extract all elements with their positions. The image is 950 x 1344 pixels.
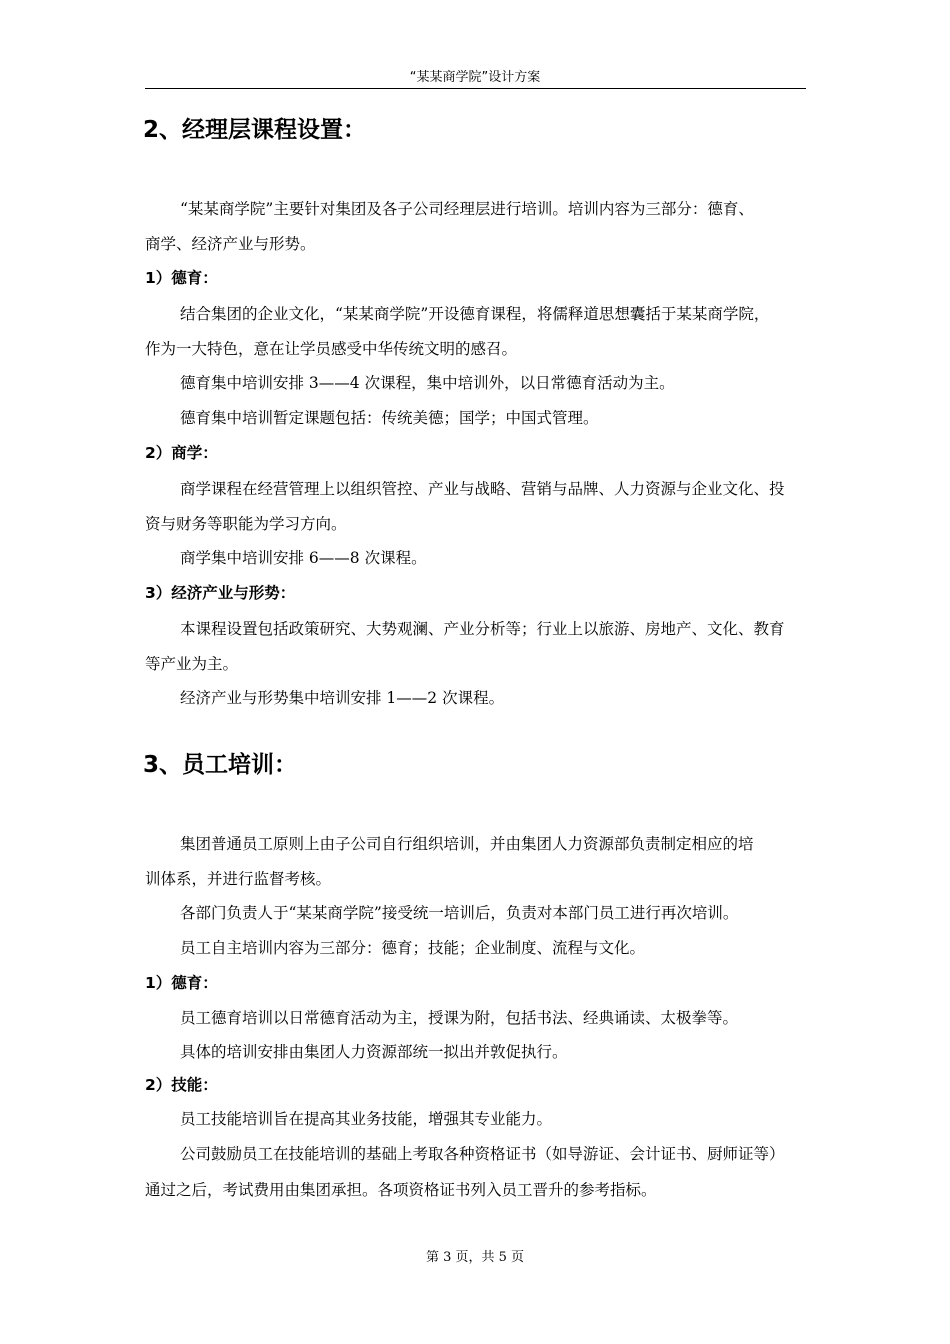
paragraph-line: 商学集中培训安排 6——8 次课程。 (180, 549, 427, 567)
paragraph-line: 员工技能培训旨在提高其业务技能，增强其专业能力。 (180, 1110, 553, 1128)
section-heading-managers-courses: 2、经理层课程设置： (143, 117, 367, 143)
page-number: 第 3 页，共 5 页 (425, 1250, 525, 1265)
paragraph-line: 德育集中培训暂定课题包括：传统美德；国学；中国式管理。 (180, 409, 599, 427)
paragraph-line: 资与财务等职能为学习方向。 (145, 515, 347, 533)
section-heading-staff-training: 3、员工培训： (143, 752, 298, 778)
paragraph-line: 员工德育培训以日常德育活动为主，授课为附，包括书法、经典诵读、太极拳等。 (180, 1009, 739, 1027)
paragraph-line: “某某商学院”主要针对集团及各子公司经理层进行培训。培训内容为三部分：德育、 (180, 200, 754, 218)
subheading-skills: 2）技能： (145, 1076, 218, 1094)
paragraph-line: 公司鼓励员工在技能培训的基础上考取各种资格证书（如导游证、会计证书、厨师证等） (180, 1145, 785, 1163)
paragraph-line: 通过之后，考试费用由集团承担。各项资格证书列入员工晋升的参考指标。 (145, 1181, 657, 1199)
paragraph-line: 本课程设置包括政策研究、大势观澜、产业分析等；行业上以旅游、房地产、文化、教育 (180, 620, 785, 638)
subheading-business: 2）商学： (145, 444, 218, 462)
paragraph-line: 商学课程在经营管理上以组织管控、产业与战略、营销与品牌、人力资源与企业文化、投 (180, 480, 785, 498)
page-header: “某某商学院”设计方案 (409, 70, 541, 85)
paragraph-line: 结合集团的企业文化，“某某商学院”开设德育课程，将儒释道思想囊括于某某商学院， (180, 305, 770, 323)
paragraph-line: 商学、经济产业与形势。 (145, 235, 316, 253)
paragraph-line: 集团普通员工原则上由子公司自行组织培训，并由集团人力资源部负责制定相应的培 (180, 835, 754, 853)
subheading-moral-education: 1）德育： (145, 269, 218, 287)
paragraph-line: 经济产业与形势集中培训安排 1——2 次课程。 (180, 689, 505, 707)
paragraph-line: 训体系，并进行监督考核。 (145, 870, 332, 888)
header-divider (145, 88, 806, 89)
paragraph-line: 德育集中培训安排 3——4 次课程，集中培训外，以日常德育活动为主。 (180, 374, 675, 392)
paragraph-line: 员工自主培训内容为三部分：德育；技能；企业制度、流程与文化。 (180, 939, 646, 957)
subheading-moral-education: 1）德育： (145, 974, 218, 992)
paragraph-line: 各部门负责人于“某某商学院”接受统一培训后，负责对本部门员工进行再次培训。 (180, 904, 739, 922)
subheading-economy-industry: 3）经济产业与形势： (145, 584, 296, 602)
paragraph-line: 作为一大特色，意在让学员感受中华传统文明的感召。 (145, 340, 518, 358)
paragraph-line: 等产业为主。 (145, 655, 239, 673)
paragraph-line: 具体的培训安排由集团人力资源部统一拟出并敦促执行。 (180, 1043, 568, 1061)
